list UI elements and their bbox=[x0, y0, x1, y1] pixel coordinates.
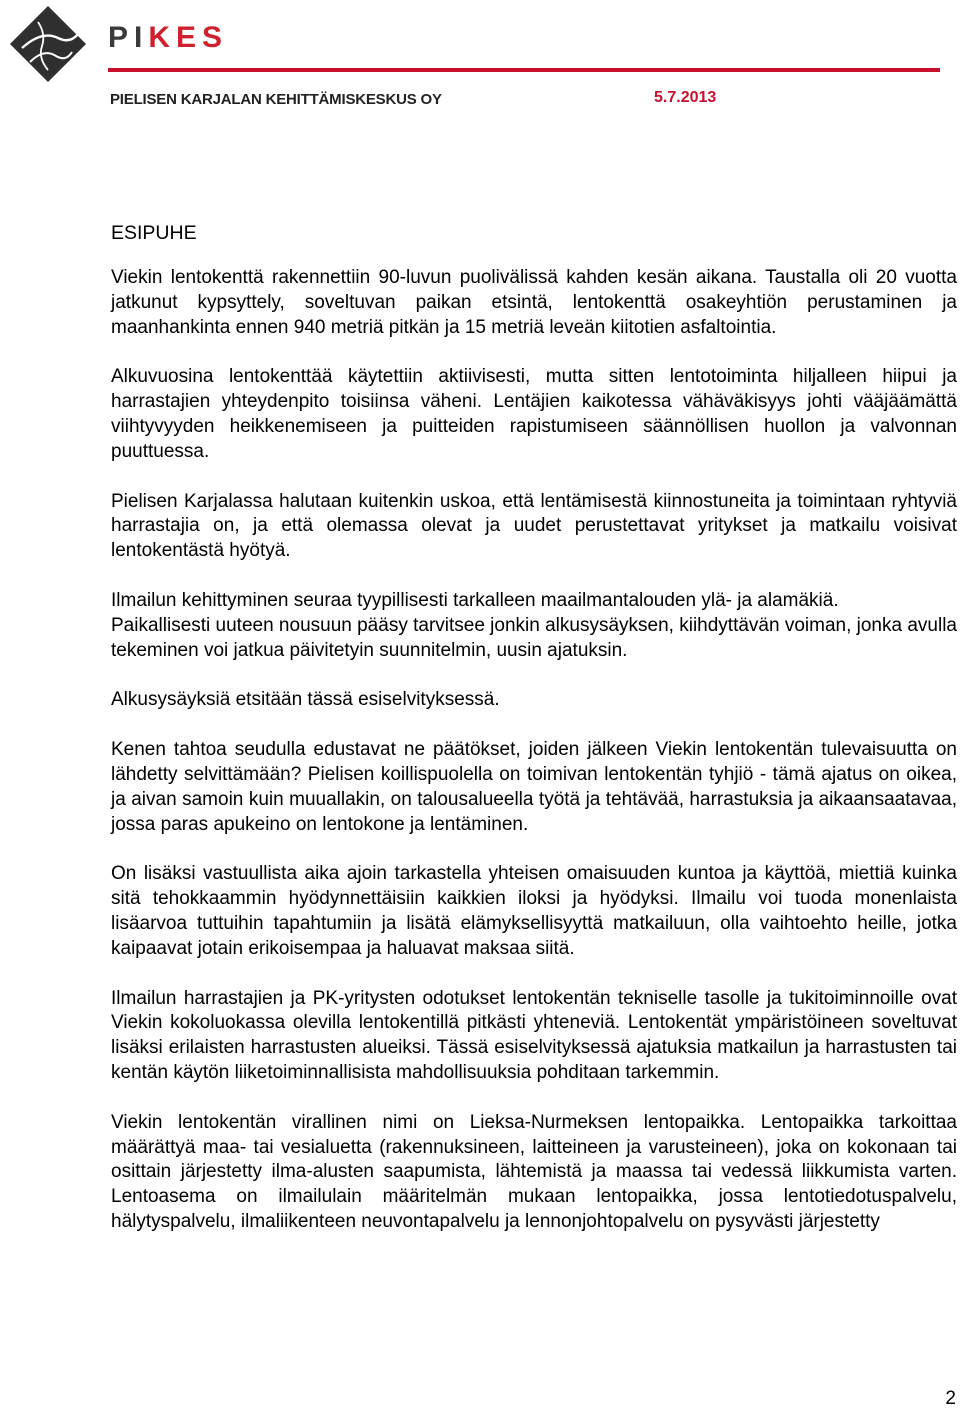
paragraph: Ilmailun harrastajien ja PK-yritysten odotukset lentokentän tekniselle tasolle ja tukitoiminnoille ovat Viekin kokoluokassa olevilla lentokentillä pitkästi yhteneviä. Lentokentät ympäristöineen soveltuvat lisäksi erilaisten harrastusten alueiksi. Tässä esiselvityksessä ajatuksia matkailun ja harrastusten tai kentän käytön liiketoiminnallisista mahdollisuuksia pohditaan tarkemmin. bbox=[111, 987, 957, 1083]
logo-wordmark-suffix: KES bbox=[148, 21, 229, 54]
paragraph: Viekin lentokentän virallinen nimi on Lieksa-Nurmeksen lentopaikka. Lentopaikka tarkoittaa määrättyä maa- tai vesialuetta (rakennuksineen, laitteineen ja varusteineen), joka on kokonaan tai osittain järjestetty ilma-alusten saapumista, lähtemistä ja maassa tai vedessä liikkumista varten. Lentoasema on ilmailulain määritelmän mukaan lentopaikka, jossa lentotiedotuspalvelu, hälytyspalvelu, ilmaliikenteen neuvontapalvelu ja lennonjohtopalvelu on pysyvästi järjestetty bbox=[111, 1111, 957, 1232]
document-date: 5.7.2013 bbox=[654, 89, 717, 106]
paragraph: Kenen tahtoa seudulla edustavat ne päätökset, joiden jälkeen Viekin lentokentän tulevaisuutta on lähdetty selvittämään? Pielisen koillispuolella on toimivan lentokentän tyhjiö - tämä ajatus on oikea, ja aivan samoin kuin muuallakin, on talousalueella työtä ja tehtävää, harrastuksia ja aikaansaatavaa, jossa paras apukeino on lentokone ja lentäminen. bbox=[111, 739, 957, 835]
logo-wordmark-prefix: PI bbox=[108, 21, 149, 54]
page-number: 2 bbox=[945, 1388, 956, 1409]
paragraph: Alkuvuosina lentokenttää käytettiin aktiivisesti, mutta sitten lentotoiminta hiljalleen hiipui ja harrastajien yhteydenpito toisiinsa väheni. Lentäjien kaikotessa vähäväkisyys johti vääjäämättä viihtyvyyden heikkenemiseen ja puitteiden rapistumiseen säännöllisen huollon ja valvonnan puuttuessa. bbox=[111, 366, 957, 462]
paragraph: Pielisen Karjalassa halutaan kuitenkin uskoa, että lentämisestä kiinnostuneita ja toimintaan ryhtyviä harrastajia on, ja että olemassa olevat ja uudet perustettavat yritykset ja matkailu voisivat lentokentästä hyötyä. bbox=[111, 490, 957, 562]
organization-name: PIELISEN KARJALAN KEHITTÄMISKESKUS OY bbox=[110, 91, 442, 108]
pikes-diamond-logo-icon bbox=[8, 4, 88, 84]
paragraph: Viekin lentokenttä rakennettiin 90-luvun puolivälissä kahden kesän aikana. Taustalla oli 20 vuotta jatkunut kypsyttely, soveltuvan paikan etsintä, lentokenttä osakeyhtiön perustaminen ja maanhankinta ennen 940 metriä pitkän ja 15 metriä leveän kiitotien asfaltointia. bbox=[111, 267, 957, 338]
paragraph: On lisäksi vastuullista aika ajoin tarkastella yhteisen omaisuuden kuntoa ja käyttöä, miettiä kuinka sitä tehokkaammin hyödynnettäisiin kaikkien iloksi ja hyödyksi. Ilmailu voi tuoda monenlaista lisäarvoa tuttuihin tapahtumiin ja lisätä elämyksellisyyttä matkailuun, olla vaihtoehto heille, jotka kaipaavat jotain erikoisempaa ja haluavat maksaa siitä. bbox=[111, 863, 957, 959]
paragraph: Paikallisesti uuteen nousuun pääsy tarvitsee jonkin alkusysäyksen, kiihdyttävän voiman, jonka avulla tekeminen voi jatkua päivitetyin suunnitelmin, uusin ajatuksin. bbox=[111, 614, 957, 661]
header-divider bbox=[108, 68, 940, 72]
logo-wordmark bbox=[108, 20, 228, 56]
section-heading: ESIPUHE bbox=[111, 222, 197, 244]
paragraph: Ilmailun kehittyminen seuraa tyypillisesti tarkalleen maailmantalouden ylä- ja alamäkiä. bbox=[111, 589, 839, 611]
paragraph: Alkusysäyksiä etsitään tässä esiselvityksessä. bbox=[111, 689, 500, 711]
document-body bbox=[111, 221, 957, 1260]
